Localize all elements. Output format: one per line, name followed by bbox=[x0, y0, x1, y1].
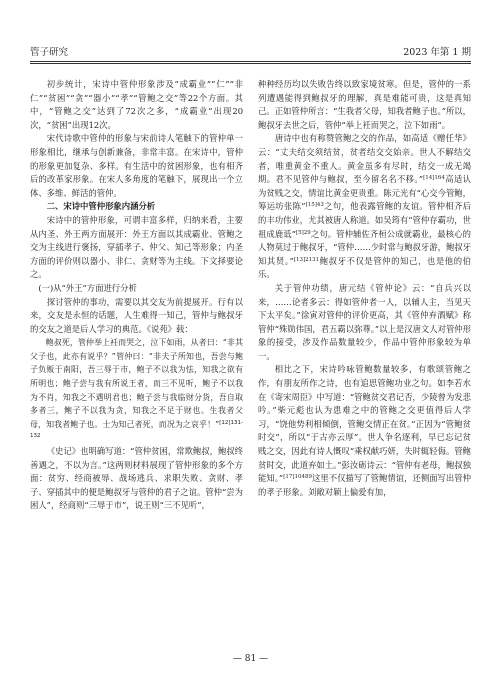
paragraph: 初步统计，宋诗中管仲形象涉及“成霸业”“仁”“非仁”“贫困”“贪”“器小”“孝”“管鲍之交”等22个方面。其中，“管鲍之交”达到了72次之多，“成霸业”出现20次，“贫困”出现12次。 bbox=[30, 79, 243, 130]
issue-label: 2023 年第 1 期 bbox=[403, 47, 471, 58]
left-column bbox=[30, 78, 243, 513]
citation: [12]131-132 bbox=[30, 419, 243, 440]
citation: [14]164 bbox=[423, 175, 445, 182]
paragraph: 相比之下，宋诗吟咏管鲍数量较多，有歌颂管鲍之作，有朋友所作之诗，也有追思管鲍功业之句。如李若水在《寄宋周臣》中写道：“管鲍贫交君记否，少陵曾为发悲吟。”柴元彪也认为患难之中的管鲍之交更值得后人学习，“饶他势利相倾倒，管鲍交情正在贫。”正因为“管鲍贫时交”，所以“于古亦云厚”。世人争名逐利，早已忘记贫贱之交，因此有诗人慨叹“乘权献巧妍，失时辄轻侮。管鲍贫时交，此道弃如土。”彭汝砺诗云：“管仲有老母，鲍叔独能知。”$^{[17]10489}$这里不仅描写了管鲍情谊，还侧面写出管仲的孝子形象。刘敞对颖上偏爱有加， bbox=[258, 364, 472, 497]
paragraph: 宋代诗歌中管仲的形象与宋前诗人笔触下的管仲单一形象相比，继承与创新兼备，非常丰富。在宋诗中，管仲的形象更加复杂、多样。有生活中的贫困形象，也有相齐后的改革家形象。在宋人多角度的笔触下，展现出一个立体、多维、鲜活的管仲。 bbox=[30, 133, 243, 198]
page-number: — 81 — bbox=[232, 654, 269, 664]
paragraph: 唐诗中也有称赞管鲍之交的作品，如高适《赠任华》云：“丈夫结交须结贫，贫者结交交始亲。世人不解结交者，唯重黄金不重人。黄金虽多有尽时，结交一成无竭期。君不见管仲与鲍叔，至今留名名不移。”$^{[14]164}$高适认为贫贱之交，情谊比黄金更贵重。陈元光有“心交今管鲍，筹运坊张陈”$^{[15]43}$之句，他表露管鲍的友谊。管仲相齐后的丰功伟业，尤其被唐人称道。如吴筠有“管仲存霸功，世祖成鹿诋”$^{[5]29}$之句。管仲辅佐齐桓公成就霸业，最核心的人物莫过于鲍叔牙，“管仲……少时常与鲍叔牙游，鲍叔牙知其贤。”$^{[13]2131}$鲍叔牙不仅是管仲的知己，也是他的伯乐。 bbox=[258, 133, 472, 280]
citation: [5]29 bbox=[296, 229, 311, 236]
section-heading: 二、宋诗中管仲形象内涵分析 bbox=[46, 201, 156, 212]
quote-text: 鲍叔死，管仲举上衽而哭之，泣下如雨，从者曰：“非其父子也，此亦有说乎？”管仲曰：“非夫子所知也，吾尝与鲍子负贩于南阳，吾三辱于市，鲍子不以我为怯，知我之欲有所明也；鲍子尝与我有所说王者，而三不见听，鲍子不以我为不肖，知我之不遇明君也；鲍子尝与我临财分货，吾自取多者三，鲍子不以我为贪，知我之不足于财也。生我者父母，知我者鲍子也。士为知己者死，而况为之哀乎！” bbox=[30, 338, 243, 429]
citation: [15]43 bbox=[305, 202, 324, 209]
journal-name: 管子研究 bbox=[30, 47, 69, 58]
citation: [13]2131 bbox=[293, 256, 320, 263]
paragraph: 种种经历均以失败告终以致家境贫寒。但是，管仲的一系列遭遇能得到鲍叔牙的理解，真是难能可贵，这是真知己。正如管仲所言：“生我者父母，知我者鲍子也。”所以，鲍叔牙去世之后，管仲“举上衽而哭之，泣下如雨”。 bbox=[258, 79, 471, 130]
subsection-heading: (一)从“外王”方面进行分析 bbox=[38, 282, 137, 293]
paragraph: 探讨管仲的事功，需要以其交友为前提展开。行有以来，交友是永恒的话题，人生难得一知己，管仲与鲍叔牙的交友之道是后人学习的典范。《说苑》载： bbox=[30, 296, 243, 334]
header-rule-thin bbox=[30, 63, 471, 64]
header-rule-thick bbox=[30, 61, 471, 62]
citation: [17]10489 bbox=[283, 474, 312, 481]
block-quote bbox=[30, 336, 243, 445]
paragraph: 关于管仲功绩，唐元结《管仲论》云：“自兵兴以来，……论者多云：得如管仲者一人，以辅人主，当见天下太平矣。”徐寅对管仲的评价更高，其《管仲弃酒赋》称管仲“殊勋伟国，君五霸以弥尊。”以上是汉唐文人对管仲形象的接受，涉及作品数量较少，作品中管仲形象较为单一。 bbox=[258, 282, 471, 361]
right-column bbox=[258, 78, 471, 499]
page-header bbox=[30, 44, 471, 60]
paragraph: 《史记》也明确写道：“管仲贫困，常欺鲍叔，鲍叔终善遇之，不以为言。”这两则材料展现了管仲形象的多个方面：贫穷、经商被辱、战场逃兵、求职失败、贪财、孝子、穿插其中的便是鲍叔牙与管仲的君子之谊。管仲“尝为困人”，经商则“三辱于市”，说王则“三不见听”， bbox=[30, 446, 243, 511]
paragraph: 宋诗中的管仲形象，可谓丰富多样，归纳来看，主要从内圣、外王两方面展开：外王方面以其成霸业、管鲍之交为主线进行褒扬，穿插孝子、仲父、知己等形象；内圣方面的评价则以器小、非仁、贪财等为主线。下文择要论之。 bbox=[30, 214, 243, 280]
